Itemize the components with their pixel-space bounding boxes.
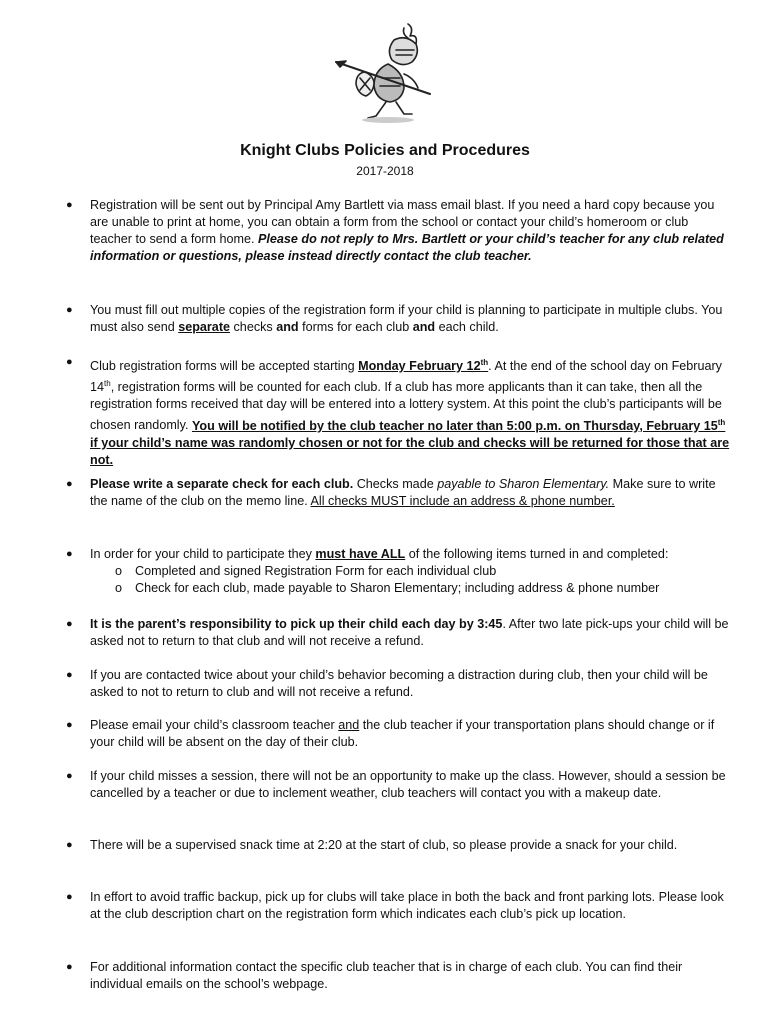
policy-emphasis: Please write a separate check for each club. (90, 477, 354, 491)
bullet-icon: ● (66, 548, 73, 560)
policy-item-multiple-forms (66, 302, 730, 336)
policy-text: Club registration forms will be accepted starting (90, 359, 359, 374)
ordinal-suffix: th (717, 417, 726, 427)
bullet-icon: ● (66, 356, 73, 368)
policy-item-checks (66, 476, 730, 510)
sub-item-text: Check for each club, made payable to Sharon Elementary; including address & phone number (135, 581, 660, 595)
policy-item-behavior (66, 667, 730, 701)
bullet-icon: ● (66, 478, 73, 490)
policy-item-parking (66, 889, 730, 923)
policy-item-requirements (66, 546, 740, 597)
bullet-icon: ● (66, 199, 73, 211)
policy-item-transportation (66, 717, 730, 751)
policy-text: For additional information contact the specific club teacher that is in charge of each club. You can find their individual emails on the school’s webpage. (90, 960, 683, 991)
ordinal-suffix: th (480, 358, 489, 367)
policy-text: There will be a supervised snack time at 2:20 at the start of club, so please provide a snack for your child. (90, 838, 678, 852)
policy-item-registration (66, 197, 730, 265)
bullet-icon: ● (66, 719, 73, 731)
policy-text: Registration will be sent out by Principal Amy Bartlett via mass email blast. If you need a hard copy because you are unable to print at home, you can obtain a form from the school or contact your child’s homeroom or club teacher to send a form home. (90, 198, 715, 246)
policy-emphasis: separate (178, 320, 231, 334)
policy-underline: and (338, 718, 360, 732)
policy-item-missed-session (66, 768, 730, 802)
policy-emphasis: if your child’s name was randomly chosen or not for the club and checks will be returned for those that are not. (90, 435, 730, 467)
policy-emphasis: You will be notified by the club teacher no later than 5:00 p.m. on Thursday, February 15 (191, 418, 718, 433)
sub-list-item (90, 563, 740, 580)
policy-text: In effort to avoid traffic backup, pick up for clubs will take place in both the back and front parking lots. Please look at the club description chart on the registration form which indicates each club’s pick up location. (90, 890, 724, 921)
policy-text: of the following items turned in and completed: (405, 547, 669, 561)
policy-item-contact (66, 959, 730, 993)
policy-emphasis: Monday February 12 (358, 359, 481, 374)
ordinal-suffix: th (104, 379, 111, 389)
bullet-icon: ● (66, 669, 73, 681)
policy-emphasis: Please do not reply to Mrs. Bartlett or your child’s teacher for any club related information or questions, please instead directly contact the club teacher. (90, 232, 724, 263)
policy-text: . At the end of the school day on February 14 (90, 359, 722, 395)
policy-text: Checks made (353, 477, 438, 491)
sub-item-text: Completed and signed Registration Form for each individual club (135, 564, 497, 578)
bullet-icon: ● (66, 891, 73, 903)
policy-text: the club teacher if your transportation plans should change or if your child will be absent on the day of their club. (90, 718, 715, 749)
policy-text: each child. (435, 320, 499, 334)
sub-list-item (90, 580, 740, 597)
policy-text: , registration forms will be counted for each club. If a club has more applicants than it can take, then all the registration forms received that day will be entered into a lottery system. At this point the club’s participants will be chosen randomly. (90, 380, 722, 433)
bullet-icon: ● (66, 618, 73, 630)
policy-text: forms for each club (298, 320, 413, 334)
policy-emphasis: and (412, 320, 436, 334)
school-year: 2017-2018 (356, 164, 414, 178)
knight-mascot-logo (330, 18, 438, 124)
policy-text: Please email your child’s classroom teacher (90, 718, 339, 732)
policy-emphasis: and (276, 320, 299, 334)
policy-item-snack (66, 837, 730, 854)
policy-underline: All checks MUST include an address & phone number. (310, 494, 615, 508)
bullet-icon: ● (66, 839, 73, 851)
sub-bullet-icon: o (115, 581, 123, 595)
policy-text: . After two late pick-ups your child will be asked not to return to that club and will not receive a refund. (90, 617, 729, 648)
policy-text: Make sure to write the name of the club on the memo line. (90, 477, 716, 508)
policy-emphasis: It is the parent’s responsibility to pick up their child each day by 3:45 (90, 617, 503, 631)
bullet-icon: ● (66, 304, 73, 316)
policy-italic: payable to Sharon Elementary. (437, 477, 610, 491)
policy-text: checks (230, 320, 277, 334)
policy-text: In order for your child to participate they (90, 547, 316, 561)
policy-item-pickup-time (66, 616, 730, 650)
bullet-icon: ● (66, 961, 73, 973)
policy-text: You must fill out multiple copies of the registration form if your child is planning to participate in multiple clubs. You must also send (90, 303, 723, 334)
policy-item-registration-dates (66, 354, 730, 469)
sub-bullet-icon: o (115, 564, 123, 578)
policy-emphasis: must have ALL (315, 547, 406, 561)
policy-text: If you are contacted twice about your child’s behavior becoming a distraction during club, then your child will be asked to not to return to club and will not receive a refund. (90, 668, 708, 699)
bullet-icon: ● (66, 770, 73, 782)
page-title: Knight Clubs Policies and Procedures (240, 142, 530, 159)
policy-text: If your child misses a session, there will not be an opportunity to make up the class. However, should a session be cancelled by a teacher or due to inclement weather, club teachers will contact you with a makeup date. (90, 769, 726, 800)
